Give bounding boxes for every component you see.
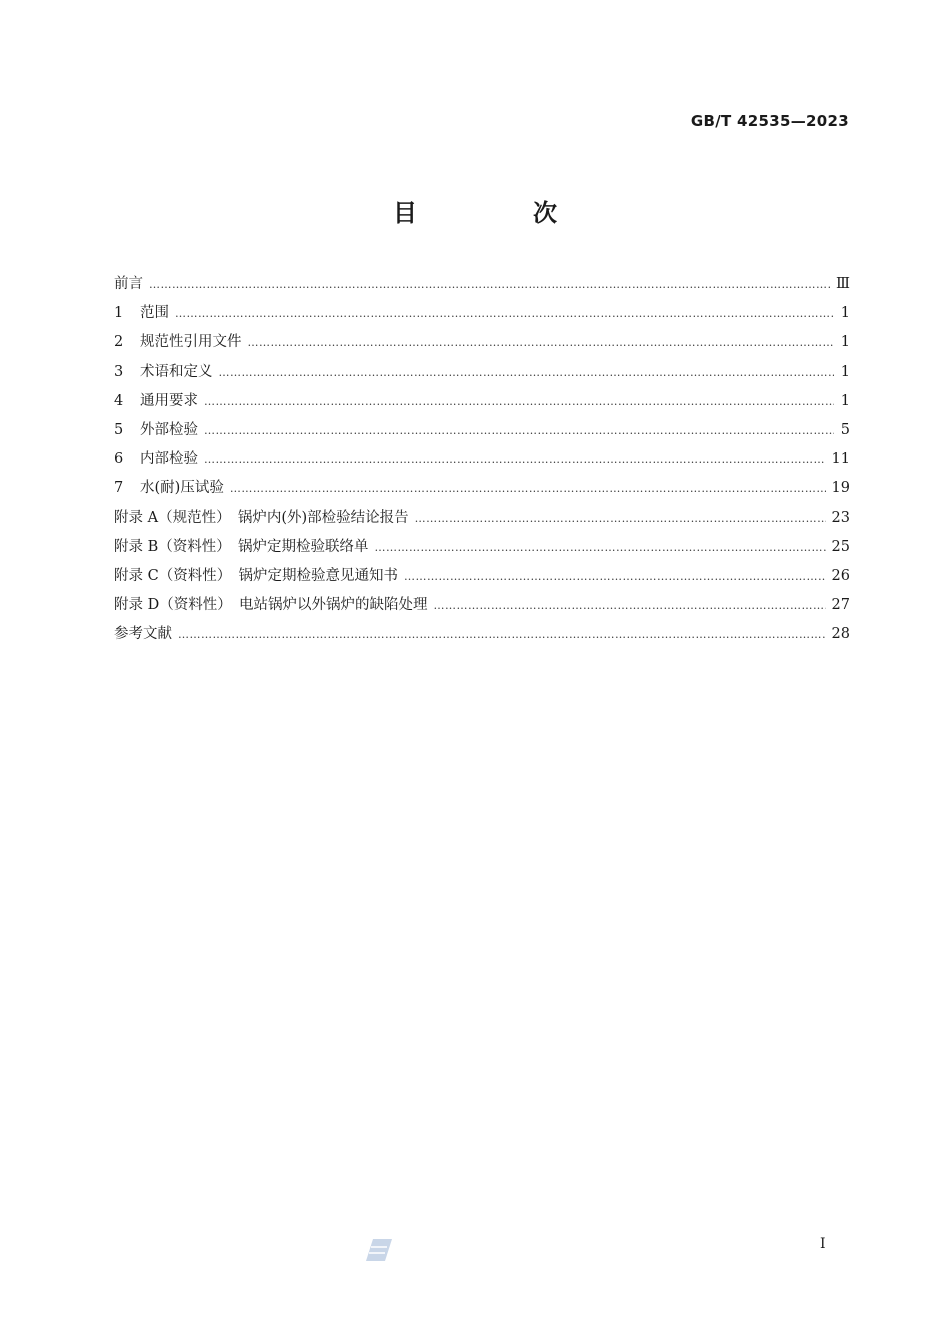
toc-entry-1[interactable] (114, 299, 850, 328)
toc-entry-number: 2 (114, 334, 124, 351)
sac-logo-icon (365, 1238, 393, 1262)
toc-entry-label: 附录 B（资料性） 锅炉定期检验联络单 (114, 538, 369, 555)
toc-entry-page: 1 (840, 392, 850, 409)
toc-entry-page: 27 (831, 597, 850, 614)
toc-entry-page: 19 (831, 480, 850, 497)
page-number: Ⅰ (820, 1236, 826, 1252)
toc-entry-6[interactable] (114, 445, 850, 474)
toc-entry-appendix-a[interactable] (114, 504, 850, 533)
toc-entry-number: 5 (114, 421, 124, 438)
toc-entry-page: 26 (831, 567, 850, 584)
toc-entry-label: 内部检验 (140, 451, 198, 468)
toc-entry-label: 范围 (140, 305, 169, 322)
toc-entry-page: Ⅲ (836, 276, 850, 292)
table-of-contents (114, 270, 850, 649)
toc-leader-dots (375, 533, 826, 562)
toc-entry-bibliography[interactable] (114, 620, 850, 649)
toc-entry-label: 前言 (114, 276, 143, 292)
toc-entry-label: 通用要求 (140, 392, 198, 409)
toc-leader-dots (404, 562, 826, 591)
toc-entry-preface[interactable] (114, 270, 850, 299)
page-title: 目 次 (393, 199, 603, 227)
toc-leader-dots (204, 416, 834, 445)
toc-entry-5[interactable] (114, 416, 850, 445)
toc-leader-dots (230, 474, 826, 503)
toc-entry-number: 7 (114, 480, 124, 497)
toc-entry-label: 外部检验 (140, 421, 198, 438)
toc-entry-page: 11 (831, 451, 850, 468)
toc-entry-label: 参考文献 (114, 626, 172, 643)
toc-leader-dots (219, 358, 835, 387)
toc-leader-dots (415, 504, 826, 533)
toc-entry-appendix-b[interactable] (114, 533, 850, 562)
toc-entry-label: 附录 A（规范性） 锅炉内(外)部检验结论报告 (114, 509, 409, 526)
toc-entry-3[interactable] (114, 358, 850, 387)
toc-entry-page: 25 (831, 538, 850, 555)
toc-entry-2[interactable] (114, 328, 850, 357)
toc-entry-label: 附录 D（资料性） 电站锅炉以外锅炉的缺陷处理 (114, 597, 428, 614)
toc-leader-dots (204, 387, 834, 416)
toc-entry-appendix-d[interactable] (114, 591, 850, 620)
toc-entry-page: 1 (840, 363, 850, 380)
toc-leader-dots (248, 328, 835, 357)
toc-entry-number: 6 (114, 451, 124, 468)
toc-leader-dots (175, 299, 834, 328)
toc-leader-dots (433, 591, 825, 620)
toc-entry-page: 1 (840, 305, 850, 322)
toc-entry-number: 4 (114, 392, 124, 409)
toc-entry-label: 水(耐)压试验 (140, 480, 224, 497)
toc-entry-appendix-c[interactable] (114, 562, 850, 591)
toc-entry-label: 附录 C（资料性） 锅炉定期检验意见通知书 (114, 567, 398, 584)
toc-entry-page: 1 (840, 334, 850, 351)
toc-entry-number: 3 (114, 363, 124, 380)
toc-entry-4[interactable] (114, 387, 850, 416)
toc-entry-page: 28 (831, 626, 850, 643)
standard-number: GB/T 42535—2023 (690, 112, 849, 130)
toc-entry-page: 23 (831, 509, 850, 526)
toc-leader-dots (204, 445, 826, 474)
toc-entry-number: 1 (114, 305, 124, 322)
toc-entry-7[interactable] (114, 474, 850, 503)
toc-leader-dots (149, 270, 830, 299)
toc-entry-page: 5 (840, 421, 850, 438)
toc-leader-dots (178, 620, 826, 649)
toc-entry-label: 术语和定义 (140, 363, 213, 380)
toc-entry-label: 规范性引用文件 (140, 334, 242, 351)
